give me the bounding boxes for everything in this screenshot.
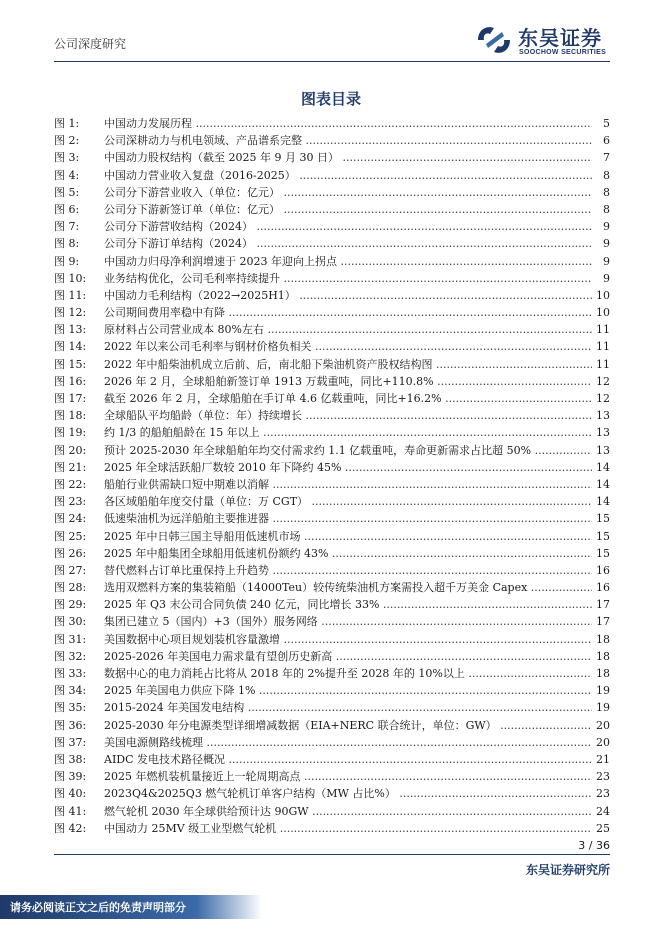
toc-figure-title: 集团已建立 5（国内）+3（国外）服务网络 ..... [104, 613, 592, 630]
toc-page-number: 8 [601, 167, 610, 184]
toc-figure-number: 图 3: [54, 151, 80, 165]
brand-name-en: SOOCHOW SECURITIES [519, 49, 607, 56]
toc-figure-number: 图 26: [54, 546, 87, 560]
toc-figure-title: 美国数据中心项目规划装机容量激增 ..... [104, 631, 592, 648]
toc-page-number: 9 [601, 253, 610, 270]
toc-figure-number: 图 30: [54, 615, 87, 629]
toc-figure-number: 图 38: [54, 752, 87, 766]
toc-entry[interactable] [54, 407, 610, 424]
toc-page-number: 12 [594, 373, 610, 390]
disclaimer-banner [0, 895, 262, 919]
toc-entry[interactable] [54, 613, 610, 630]
toc-page-number: 13 [594, 442, 610, 459]
toc-figure-title: 约 1/3 的船舶船龄在 15 年以上 ..... [104, 424, 592, 441]
toc-entry[interactable] [54, 356, 610, 373]
toc-page-number: 13 [594, 407, 610, 424]
toc-figure-number: 图 14: [54, 340, 87, 354]
toc-entry[interactable] [54, 184, 610, 201]
toc-page-number: 9 [601, 218, 610, 235]
toc-entry[interactable] [54, 373, 610, 390]
toc-entry[interactable] [54, 785, 610, 802]
toc-figure-number: 图 5: [54, 185, 80, 199]
toc-figure-title: 2023Q4&2025Q3 燃气轮机订单客户结构（MW 占比%） ..... [104, 785, 592, 802]
toc-entry[interactable] [54, 820, 610, 837]
toc-figure-title: 2025-2026 年美国电力需求量有望创历史新高 ..... [104, 648, 592, 665]
toc-figure-title: 美国电源侧路线梳理 ..... [104, 734, 592, 751]
report-category-label: 公司深度研究 [54, 37, 127, 51]
toc-entry[interactable] [54, 390, 610, 407]
toc-figure-number: 图 1: [54, 117, 80, 130]
toc-entry[interactable] [54, 699, 610, 716]
toc-entry[interactable] [54, 717, 610, 734]
toc-figure-number: 图 17: [54, 392, 87, 405]
toc-figure-number: 图 41: [54, 804, 87, 818]
toc-page-number: 17 [594, 613, 610, 630]
toc-page-number: 13 [594, 424, 610, 441]
toc-entry[interactable] [54, 149, 610, 166]
toc-figure-title: 2025 年中船集团全球船用低速机份额约 43% ..... [104, 545, 592, 562]
toc-page-number: 21 [594, 751, 610, 768]
toc-figure-number: 图 18: [54, 409, 87, 423]
toc-page-number: 24 [594, 803, 610, 820]
toc-figure-title: 中国动力归母净利润增速于 2023 年迎向上拐点 ..... [104, 253, 592, 270]
toc-entry[interactable] [54, 596, 610, 613]
toc-page-number: 18 [594, 631, 610, 648]
toc-page-number: 25 [594, 820, 610, 837]
toc-page-number: 20 [594, 734, 610, 751]
toc-entry[interactable] [54, 442, 610, 459]
toc-figure-number: 图 21: [54, 460, 87, 474]
toc-figure-title: 2025-2030 年分电源类型详细增减数据（EIA+NERC 联合统计，单位：GW） ..... [104, 717, 592, 734]
toc-entry[interactable] [54, 115, 610, 132]
toc-figure-number: 图 39: [54, 770, 87, 784]
toc-page-number: 19 [594, 682, 610, 699]
toc-entry[interactable] [54, 321, 610, 338]
toc-figure-title: 低速柴油机为远洋船舶主要推进器 ..... [104, 510, 592, 527]
footer-divider [54, 854, 610, 855]
toc-entry[interactable] [54, 682, 610, 699]
toc-page-number: 14 [594, 476, 610, 493]
toc-page-number: 6 [601, 132, 610, 149]
toc-page-number: 9 [601, 235, 610, 252]
toc-figure-title: 2025 年中日韩三国主导船用低速机市场 ..... [104, 528, 592, 545]
toc-page-number: 8 [601, 184, 610, 201]
toc-title: 图表目录 [300, 90, 361, 108]
page-indicator: 3 / 36 [578, 839, 610, 852]
toc-page-number: 11 [594, 338, 610, 355]
toc-figure-number: 图 22: [54, 477, 87, 491]
toc-figure-title: 2025 年美国电力供应下降 1% ..... [104, 682, 592, 699]
toc-figure-title: 2025 年 Q3 末公司合同负债 240 亿元，同比增长 33% ..... [104, 596, 592, 613]
toc-figure-number: 图 42: [54, 821, 87, 835]
toc-page-number: 11 [594, 356, 610, 373]
toc-entry[interactable] [54, 751, 610, 768]
toc-entry[interactable] [54, 167, 610, 184]
toc-figure-number: 图 4: [54, 168, 80, 182]
toc-figure-number: 图 8: [54, 237, 80, 251]
toc-page-number: 18 [594, 665, 610, 682]
header-divider [54, 61, 610, 62]
toc-page-number: 11 [594, 321, 610, 338]
toc-figure-number: 图 19: [54, 426, 87, 440]
toc-page-number: 19 [594, 699, 610, 716]
toc-figure-title: 中国动力发展历程 ..... [104, 115, 592, 132]
toc-figure-number: 图 23: [54, 495, 87, 509]
toc-page-number: 7 [601, 149, 610, 166]
toc-figure-number: 图 11: [54, 288, 87, 302]
research-institute-label: 东吴证券研究所 [525, 863, 610, 877]
toc-entry[interactable] [54, 218, 610, 235]
toc-entry[interactable] [54, 287, 610, 304]
toc-entry[interactable] [54, 528, 610, 545]
toc-entry[interactable] [54, 270, 610, 287]
toc-figure-number: 图 2: [54, 134, 80, 148]
toc-page-number: 16 [594, 579, 610, 596]
toc-entry[interactable] [54, 631, 610, 648]
toc-figure-title: 船舶行业供需缺口短中期难以消解 ..... [104, 476, 592, 493]
toc-figure-number: 图 40: [54, 787, 87, 801]
toc-figure-number: 图 37: [54, 735, 87, 749]
toc-figure-title: AIDC 发电技术路径概况 ..... [104, 751, 592, 768]
toc-entry[interactable] [54, 235, 610, 252]
disclaimer-text: 请务必阅读正文之后的免责声明部分 [10, 901, 186, 914]
toc-page-number: 17 [594, 596, 610, 613]
toc-figure-number: 图 28: [54, 581, 87, 595]
toc-figure-title: 公司分下游订单结构（2024） ..... [104, 235, 592, 252]
toc-page-number: 18 [594, 648, 610, 665]
toc-entry[interactable] [54, 734, 610, 751]
toc-page-number: 10 [594, 304, 610, 321]
toc-figure-title: 2025 年燃机装机量接近上一轮周期高点 ..... [104, 768, 592, 785]
toc-figure-title: 2022 年中船柴油机成立后前、后，南北船下柴油机资产股权结构图 ..... [104, 356, 592, 373]
table-of-figures [54, 115, 610, 837]
toc-figure-title: 全球船队平均船龄（单位：年）持续增长 ..... [104, 407, 592, 424]
toc-page-number: 5 [601, 115, 610, 132]
toc-entry[interactable] [54, 493, 610, 510]
toc-page-number: 23 [594, 768, 610, 785]
toc-figure-title: 预计 2025-2030 年全球船舶年均交付需求约 1.1 亿载重吨，寿命更新需求占比超 50% ..... [104, 442, 592, 459]
toc-entry[interactable] [54, 304, 610, 321]
toc-entry[interactable] [54, 665, 610, 682]
toc-entry[interactable] [54, 562, 610, 579]
toc-entry[interactable] [54, 253, 610, 270]
toc-page-number: 14 [594, 459, 610, 476]
toc-figure-number: 图 12: [54, 306, 87, 320]
toc-entry[interactable] [54, 201, 610, 218]
toc-entry[interactable] [54, 476, 610, 493]
toc-figure-number: 图 36: [54, 718, 87, 732]
toc-figure-title: 公司分下游营业收入（单位：亿元） ..... [104, 184, 592, 201]
toc-figure-title: 各区域船舶年度交付量（单位：万 CGT） ..... [104, 493, 592, 510]
toc-figure-title: 公司分下游营收结构（2024） ..... [104, 218, 592, 235]
toc-figure-number: 图 20: [54, 443, 87, 457]
toc-figure-number: 图 13: [54, 323, 87, 337]
toc-figure-title: 原材料占公司营业成本 80%左右 ..... [104, 321, 592, 338]
toc-figure-number: 图 34: [54, 684, 87, 698]
toc-figure-number: 图 29: [54, 598, 87, 612]
toc-figure-number: 图 15: [54, 357, 87, 371]
toc-figure-number: 图 25: [54, 529, 87, 543]
toc-figure-title: 截至 2026 年 2 月，全球船舶在手订单 4.6 亿载重吨，同比+16.2% ..... [104, 390, 592, 407]
toc-figure-number: 图 27: [54, 563, 87, 577]
toc-entry[interactable] [54, 545, 610, 562]
toc-figure-title: 中国动力股权结构（截至 2025 年 9 月 30 日） ..... [104, 149, 592, 166]
toc-figure-title: 中国动力营业收入复盘（2016-2025） ..... [104, 167, 592, 184]
toc-figure-number: 图 7: [54, 220, 80, 234]
toc-figure-number: 图 6: [54, 202, 80, 216]
toc-page-number: 15 [594, 510, 610, 527]
toc-figure-title: 中国动力 25MV 级工业型燃气轮机 ..... [104, 820, 592, 837]
toc-figure-number: 图 31: [54, 632, 87, 646]
toc-page-number: 23 [594, 785, 610, 802]
toc-figure-number: 图 10: [54, 271, 87, 285]
toc-page-number: 12 [594, 390, 610, 407]
toc-page-number: 8 [601, 201, 610, 218]
toc-figure-title: 替代燃料占订单比重保持上升趋势 ..... [104, 562, 592, 579]
toc-figure-number: 图 35: [54, 701, 87, 715]
toc-page-number: 20 [594, 717, 610, 734]
toc-page-number: 16 [594, 562, 610, 579]
toc-entry[interactable] [54, 459, 610, 476]
toc-figure-number: 图 32: [54, 649, 87, 663]
toc-entry[interactable] [54, 510, 610, 527]
toc-figure-number: 图 33: [54, 667, 87, 680]
toc-page-number: 15 [594, 528, 610, 545]
toc-entry[interactable] [54, 132, 610, 149]
toc-figure-title: 公司深耕动力与机电领域、产品谱系完整 ..... [104, 132, 592, 149]
toc-figure-title: 公司期间费用率稳中有降 ..... [104, 304, 592, 321]
brand-name-cn: 东吴证券 [518, 26, 602, 50]
toc-figure-title: 中国动力毛利结构（2022→2025H1） ..... [104, 287, 592, 304]
toc-figure-title: 2022 年以来公司毛利率与钢材价格负相关 ..... [104, 338, 592, 355]
toc-entry[interactable] [54, 768, 610, 785]
toc-entry[interactable] [54, 424, 610, 441]
toc-entry[interactable] [54, 803, 610, 820]
toc-figure-number: 图 16: [54, 374, 87, 388]
toc-page-number: 10 [594, 287, 610, 304]
toc-page-number: 9 [601, 270, 610, 287]
toc-figure-title: 燃气轮机 2030 年全球供给预计达 90GW ..... [104, 803, 592, 820]
brand-logo [474, 22, 624, 62]
toc-entry[interactable] [54, 579, 610, 596]
soochow-logo-icon [474, 22, 514, 58]
toc-figure-title: 选用双燃料方案的集装箱船（14000Teu）较传统柴油机方案需投入超千万美金 Capex ..... [104, 579, 592, 596]
toc-entry[interactable] [54, 338, 610, 355]
toc-figure-title: 业务结构优化，公司毛利率持续提升 ..... [104, 270, 592, 287]
toc-figure-title: 公司分下游新签订单（单位：亿元） ..... [104, 201, 592, 218]
toc-page-number: 14 [594, 493, 610, 510]
toc-figure-number: 图 24: [54, 512, 87, 526]
toc-page-number: 15 [594, 545, 610, 562]
toc-figure-title: 2025 年全球活跃船厂数较 2010 年下降约 45% ..... [104, 459, 592, 476]
toc-figure-title: 2015-2024 年美国发电结构 ..... [104, 699, 592, 716]
toc-figure-title: 2026 年 2 月，全球船舶新签订单 1913 万载重吨，同比+110.8% ..... [104, 373, 592, 390]
toc-entry[interactable] [54, 648, 610, 665]
toc-figure-title: 数据中心的电力消耗占比将从 2018 年的 2%提升至 2028 年的 10%以上 ..... [104, 665, 592, 682]
toc-figure-number: 图 9: [54, 254, 80, 268]
